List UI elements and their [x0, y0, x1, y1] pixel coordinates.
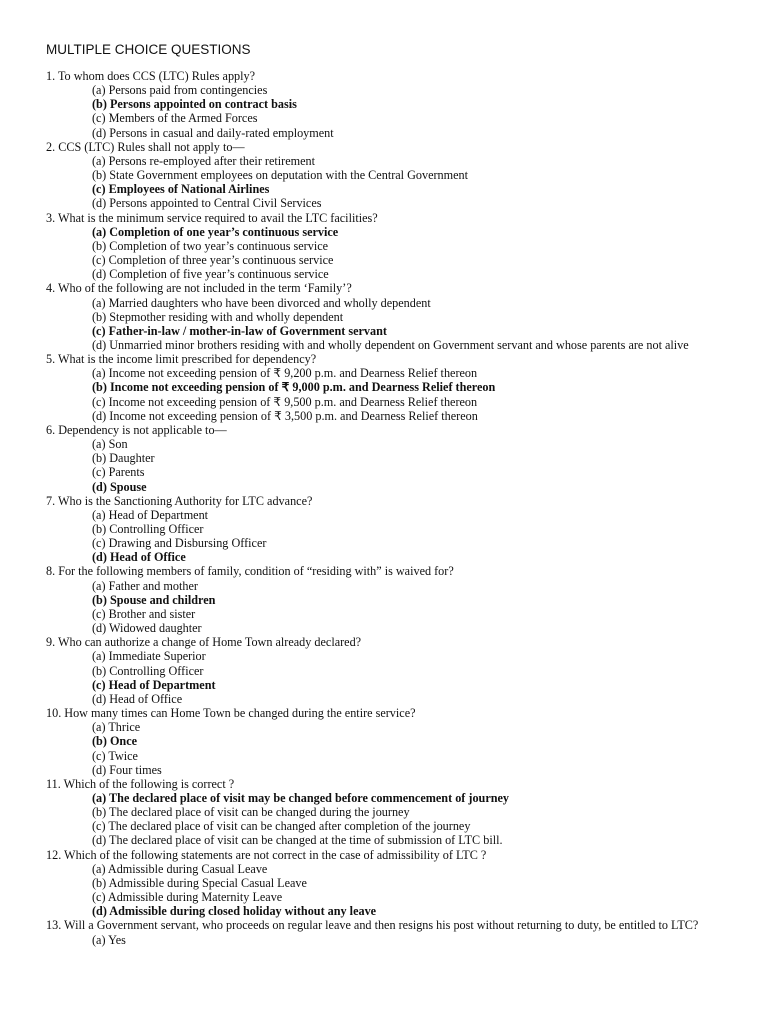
answer-option: (a) Thrice: [92, 720, 141, 735]
question-list: [46, 69, 722, 947]
answer-option-correct: (c) Employees of National Airlines: [92, 182, 270, 197]
answer-option: (d) Four times: [92, 762, 162, 777]
answer-option-correct: (c) Head of Department: [92, 677, 216, 692]
question-text: 4. Who of the following are not included in the term ‘Family’?: [46, 281, 352, 296]
answer-option-correct: (d) Admissible during closed holiday without any leave: [92, 904, 377, 919]
answer-option: (a) Persons re-employed after their retirement: [92, 153, 315, 168]
question-text: 9. Who can authorize a change of Home Town already declared?: [46, 635, 362, 650]
answer-option: (a) Married daughters who have been divorced and wholly dependent: [92, 295, 431, 310]
question-text: 10. How many times can Home Town be changed during the entire service?: [46, 706, 416, 721]
answer-option: (d) Persons in casual and daily-rated employment: [92, 125, 334, 140]
answer-option: (c) Admissible during Maternity Leave: [92, 890, 283, 905]
answer-option-correct: (d) Head of Office: [92, 550, 186, 565]
answer-option: (d) Head of Office: [92, 691, 183, 706]
question-text: 1. To whom does CCS (LTC) Rules apply?: [46, 69, 256, 83]
question-block: [46, 918, 722, 946]
question-block: [46, 423, 722, 494]
answer-option-correct: (a) The declared place of visit may be changed before commencement of journey: [92, 790, 510, 805]
answer-option: (c) Brother and sister: [92, 606, 196, 621]
answer-option: (b) Admissible during Special Casual Leave: [92, 875, 307, 890]
answer-option: (d) Widowed daughter: [92, 621, 202, 636]
answer-option: (a) Immediate Superior: [92, 649, 206, 664]
answer-option: (b) State Government employees on deputation with the Central Government: [92, 168, 469, 183]
answer-option: (b) The declared place of visit can be changed during the journey: [92, 805, 410, 820]
answer-option: (b) Completion of two year’s continuous service: [92, 238, 329, 253]
answer-option: (a) Father and mother: [92, 578, 198, 593]
answer-option-correct: (b) Persons appointed on contract basis: [92, 97, 297, 112]
answer-option: (a) Head of Department: [92, 507, 209, 522]
answer-option: (b) Stepmother residing with and wholly dependent: [92, 309, 344, 324]
answer-option: (d) Unmarried minor brothers residing with and wholly dependent on Government servant and whose parents are not alive: [92, 337, 689, 352]
question-block: [46, 635, 722, 706]
answer-option: (b) Controlling Officer: [92, 522, 204, 536]
answer-option: (c) Drawing and Disbursing Officer: [92, 536, 267, 551]
answer-option: (d) The declared place of visit can be changed at the time of submission of LTC bill.: [92, 833, 503, 848]
answer-option: (a) Persons paid from contingencies: [92, 83, 268, 98]
answer-option: (a) Yes: [92, 932, 126, 947]
question-text: 11. Which of the following is correct ?: [46, 776, 235, 791]
answer-option: (c) Income not exceeding pension of ₹ 9,500 p.m. and Dearness Relief thereon: [92, 394, 478, 409]
question-text: 6. Dependency is not applicable to—: [46, 422, 227, 437]
question-block: [46, 494, 722, 565]
answer-option: (b) Daughter: [92, 451, 155, 466]
question-block: [46, 564, 722, 635]
question-text: 12. Which of the following statements are not correct in the case of admissibility of LTC ?: [46, 847, 487, 862]
answer-option: (b) Controlling Officer: [92, 663, 204, 678]
answer-option: (a) Income not exceeding pension of ₹ 9,200 p.m. and Dearness Relief thereon: [92, 366, 478, 381]
question-text: 3. What is the minimum service required to avail the LTC facilities?: [46, 210, 378, 225]
question-text: 5. What is the income limit prescribed for dependency?: [46, 352, 317, 367]
page-heading: MULTIPLE CHOICE QUESTIONS: [46, 42, 251, 57]
answer-option: (c) Completion of three year’s continuous service: [92, 253, 334, 268]
answer-option-correct: (b) Spouse and children: [92, 592, 216, 607]
answer-option: (d) Completion of five year’s continuous service: [92, 267, 329, 282]
question-block: [46, 706, 722, 777]
answer-option-correct: (a) Completion of one year’s continuous service: [92, 224, 339, 239]
question-text: 13. Will a Government servant, who proceeds on regular leave and then resigns his post without returning to duty, be entitled to LTC?: [46, 918, 699, 933]
question-text: 7. Who is the Sanctioning Authority for LTC advance?: [46, 493, 313, 508]
question-block: [46, 69, 722, 140]
answer-option: (a) Son: [92, 437, 128, 452]
question-block: [46, 848, 722, 919]
answer-option: (c) The declared place of visit can be changed after completion of the journey: [92, 819, 471, 834]
answer-option: (c) Members of the Armed Forces: [92, 111, 258, 126]
question-block: [46, 281, 722, 352]
answer-option-correct: (d) Spouse: [92, 479, 147, 494]
question-text: 2. CCS (LTC) Rules shall not apply to—: [46, 139, 245, 154]
answer-option-correct: (b) Once: [92, 734, 138, 749]
answer-option: (c) Twice: [92, 748, 138, 763]
answer-option: (d) Persons appointed to Central Civil Services: [92, 196, 322, 211]
question-block: [46, 777, 722, 848]
question-block: [46, 211, 722, 282]
question-block: [46, 140, 722, 211]
answer-option-correct: (b) Income not exceeding pension of ₹ 9,000 p.m. and Dearness Relief thereon: [92, 380, 496, 395]
answer-option: (a) Admissible during Casual Leave: [92, 861, 268, 876]
answer-option-correct: (c) Father-in-law / mother-in-law of Government servant: [92, 323, 387, 338]
question-block: [46, 352, 722, 423]
answer-option: (c) Parents: [92, 465, 145, 480]
answer-option: (d) Income not exceeding pension of ₹ 3,500 p.m. and Dearness Relief thereon: [92, 408, 478, 423]
question-text: 8. For the following members of family, condition of “residing with” is waived for?: [46, 564, 454, 579]
